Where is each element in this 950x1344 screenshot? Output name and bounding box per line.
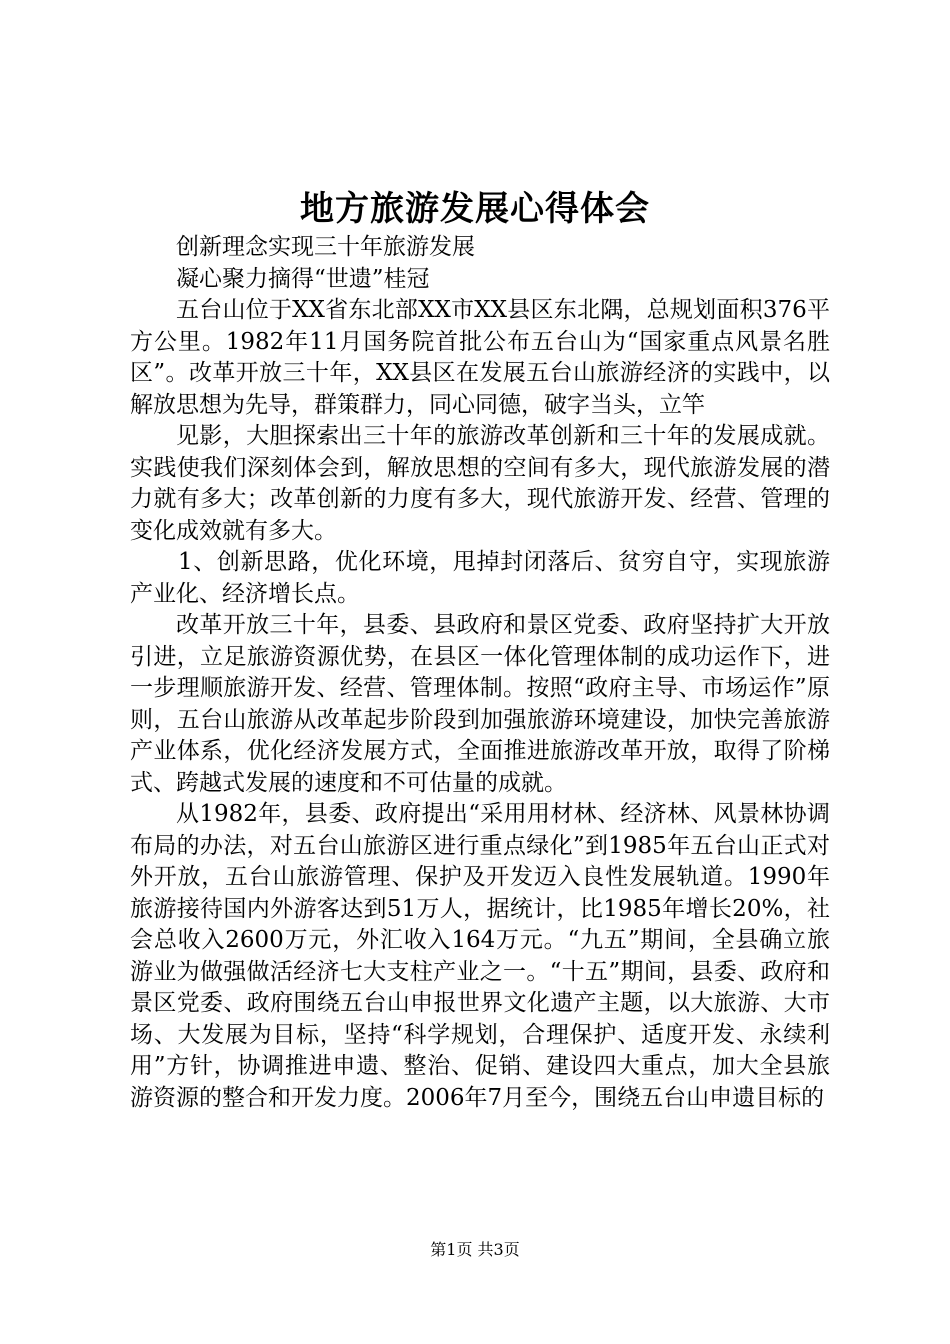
body-paragraph: 1、创新思路，优化环境，甩掉封闭落后、贫穷自守，实现旅游产业化、经济增长点。 xyxy=(130,549,830,607)
page-footer: 第1页 共3页 xyxy=(430,1240,520,1259)
subtitle-line: 创新理念实现三十年旅游发展 xyxy=(176,234,475,260)
body-paragraph: 改革开放三十年，县委、县政府和景区党委、政府坚持扩大开放引进，立足旅游资源优势，在县区一体化管理体制的成功运作下，进一步理顺旅游开发、经营、管理体制。按照“政府主导、市场运作”原则，五台山旅游从改革起步阶段到加强旅游环境建设，加快完善旅游产业体系，优化经济发展方式，全面推进旅游改革开放，取得了阶梯式、跨越式发展的速度和不可估量的成就。 xyxy=(130,612,830,796)
subtitle-line: 凝心聚力摘得“世遗”桂冠 xyxy=(176,265,430,292)
body-paragraph: 从1982年，县委、政府提出“采用用材林、经济林、风景林协调布局的办法，对五台山旅游区进行重点绿化”到1985年五台山正式对外开放，五台山旅游管理、保护及开发迈入良性发展轨道。1990年旅游接待国内外游客达到51万人，据统计，比1985年增长20%，社会总收入2600万元，外汇收入164万元。“九五”期间，全县确立旅游业为做强做活经济七大支柱产业之一。“十五”期间，县委、政府和景区党委、政府围绕五台山申报世界文化遗产主题，以大旅游、大市场、大发展为目标，坚持“科学规划，合理保护、适度开发、永续利用”方针，协调推进申遗、整治、促销、建设四大重点，加大全县旅游资源的整合和开发力度。2006年7月至今，围绕五台山申遗目标的 xyxy=(130,801,830,1111)
document-title: 地方旅游发展心得体会 xyxy=(300,189,650,229)
body-paragraph: 五台山位于XX省东北部XX市XX县区东北隅，总规划面积376平方公里。1982年11月国务院首批公布五台山为“国家重点风景名胜区”。改革开放三十年，XX县区在发展五台山旅游经济的实践中，以解放思想为先导，群策群力，同心同德，破字当头，立竿 xyxy=(130,297,830,418)
body-paragraph: 见影，大胆探索出三十年的旅游改革创新和三十年的发展成就。实践使我们深刻体会到，解放思想的空间有多大，现代旅游发展的潜力就有多大；改革创新的力度有多大，现代旅游开发、经营、管理的变化成效就有多大。 xyxy=(130,423,830,544)
document-body xyxy=(130,232,830,1114)
